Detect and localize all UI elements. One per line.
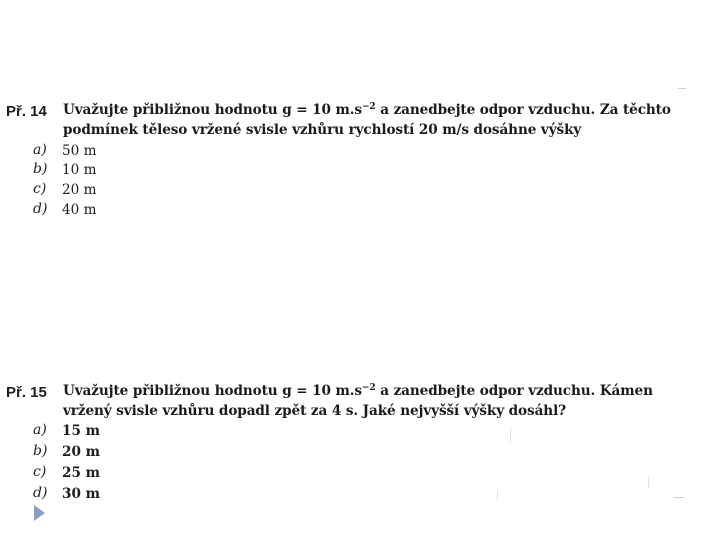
scan-speck — [497, 490, 498, 500]
scan-mark — [674, 497, 684, 498]
option-letter: d) — [33, 485, 48, 501]
problem-number: Př. 14 — [6, 103, 47, 120]
problem-number: Př. 15 — [6, 384, 47, 401]
question-text — [63, 100, 683, 140]
question-text — [63, 381, 683, 421]
scan-speck — [510, 428, 511, 442]
scan-mark — [678, 88, 686, 89]
question-part-1: Uvažujte přibližnou hodnotu g = 10 m.s — [63, 383, 362, 399]
option-value: 20 m — [62, 444, 101, 460]
option-b — [0, 161, 300, 180]
option-a — [0, 142, 300, 161]
option-c — [0, 464, 300, 483]
question-part-2: a zanedbejte odpor vzduchu. Kámen vržený svisle vzhůru dopadl zpět za 4 s. Jaké nejvyšší výšky dosáhl? — [63, 383, 653, 419]
exponent: −2 — [361, 383, 376, 393]
exponent: −2 — [361, 102, 376, 112]
option-letter: d) — [33, 201, 48, 217]
option-value: 50 m — [62, 143, 97, 159]
option-value: 40 m — [62, 202, 97, 218]
option-value: 30 m — [62, 486, 101, 502]
option-c — [0, 181, 300, 200]
option-letter: c) — [33, 181, 47, 197]
option-letter: b) — [33, 443, 48, 459]
option-b — [0, 443, 300, 462]
option-letter: a) — [33, 142, 47, 158]
option-letter: a) — [33, 422, 47, 438]
option-letter: c) — [33, 464, 47, 480]
option-value: 10 m — [62, 162, 97, 178]
question-part-1: Uvažujte přibližnou hodnotu g = 10 m.s — [63, 102, 362, 118]
option-letter: b) — [33, 161, 48, 177]
triangle-right-icon[interactable] — [34, 505, 45, 521]
question-part-2: a zanedbejte odpor vzduchu. Za těchto podmínek těleso vržené svisle vzhůru rychlostí 20 m/s dosáhne výšky — [63, 102, 671, 138]
scan-speck — [648, 476, 649, 488]
option-value: 15 m — [62, 423, 101, 439]
option-d — [0, 201, 300, 220]
option-value: 25 m — [62, 465, 101, 481]
option-d — [0, 485, 300, 504]
option-value: 20 m — [62, 182, 97, 198]
option-a — [0, 422, 300, 441]
